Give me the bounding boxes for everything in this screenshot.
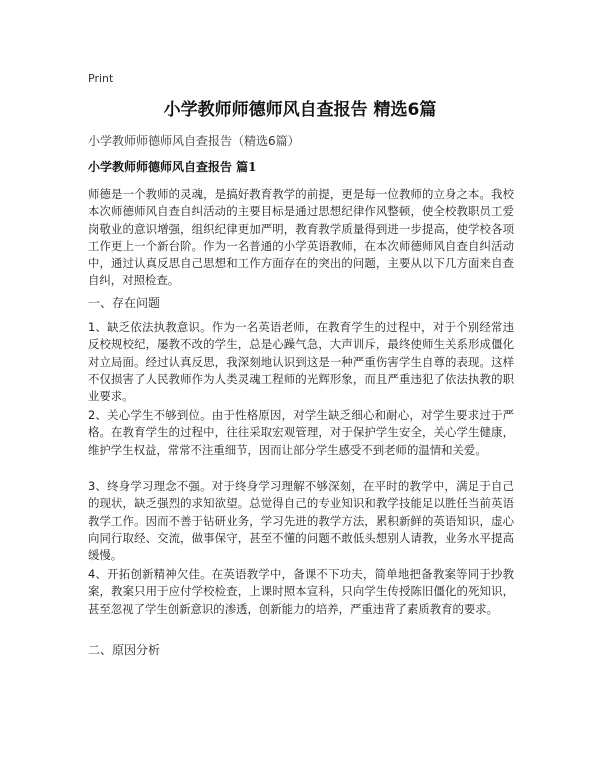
heading-existing-problems: 一、存在问题 bbox=[88, 296, 161, 310]
document-title: 小学教师师德师风自查报告 精选6篇 bbox=[163, 100, 437, 120]
heading-cause-analysis: 二、原因分析 bbox=[88, 643, 161, 657]
document-subtitle: 小学教师师德师风自查报告（精选6篇） bbox=[88, 134, 300, 148]
problem-paragraph-4: 4、开拓创新精神欠佳。在英语教学中，备课不下功夫，简单地把备教案等同于抄教案，教案只用于应付学校检查，上课时照本宣科，只向学生传授陈旧僵化的死知识，甚至忽视了学生创新意识的渗透，创新能力的培养，严重违背了素质教育的要求。 bbox=[88, 567, 514, 616]
print-link[interactable]: Print bbox=[88, 72, 114, 85]
problem-paragraph-1: 1、缺乏依法执教意识。作为一名英语老师，在教育学生的过程中，对于个别经常违反校规校纪，屡教不改的学生，总是心躁气急，大声训斥，最终使师生关系形成僵化对立局面。经过认真反思，我深刻地认识到这是一种严重伤害学生自尊的表现。这样不仅损害了人民教师作为人类灵魂工程师的光辉形象，而且严重违犯了依法执教的职业要求。 bbox=[88, 320, 514, 404]
section-heading: 小学教师师德师风自查报告 篇1 bbox=[88, 160, 257, 174]
problem-paragraph-2: 2、关心学生不够到位。由于性格原因，对学生缺乏细心和耐心，对学生要求过于严格。在教育学生的过程中，往往采取宏观管理，对于保护学生安全，关心学生健康，维护学生权益，常常不注重细节，因而让部分学生感受不到老师的温情和关爱。 bbox=[88, 408, 514, 457]
problem-paragraph-3: 3、终身学习理念不强。对于终身学习理解不够深刻，在平时的教学中，满足于自己的现状，缺乏强烈的求知欲望。总觉得自己的专业知识和教学技能足以胜任当前英语教学工作。因而不善于钻研业务，学习先进的教学方法，累积新鲜的英语知识，虚心向同行取经、交流，做事保守，甚至不懂的问题不敢低头想别人请教，业务水平提高缓慢。 bbox=[88, 479, 514, 563]
intro-paragraph: 师德是一个教师的灵魂，是搞好教育教学的前提，更是每一位教师的立身之本。我校本次师德师风自查自纠活动的主要目标是通过思想纪律作风整顿，使全校教职员工爱岗敬业的意识增强，组织纪律更加严明，教育教学质量得到进一步提高，使学校各项工作更上一个新台阶。作为一名普通的小学英语教师，在本次师德师风自查自纠活动中，通过认真反思自己思想和工作方面存在的突出的问题，主要从以下几方面来自查自纠，对照检查。 bbox=[88, 187, 514, 288]
